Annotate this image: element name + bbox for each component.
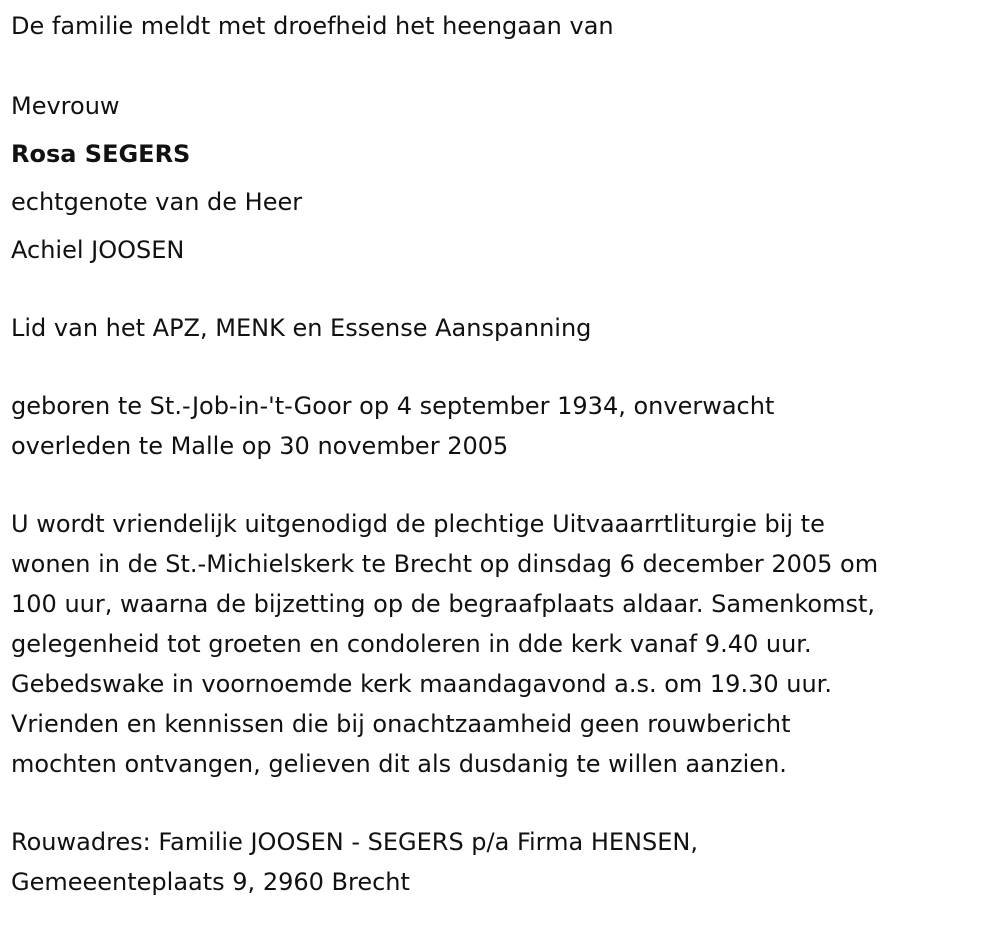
membership-text: Lid van het APZ, MENK en Essense Aanspanning	[11, 314, 592, 342]
spouse-name: Achiel JOOSEN	[11, 236, 185, 264]
address-block	[11, 822, 986, 902]
birth-death-block	[11, 386, 986, 466]
obituary-notice	[11, 6, 986, 902]
invitation-line: Gebedswake in voornoemde kerk maandagavond a.s. om 19.30 uur.	[11, 670, 832, 698]
intro-text: De familie meldt met droefheid het heengaan van	[11, 12, 614, 40]
invitation-line: mochten ontvangen, gelieven dit als dusdanig te willen aanzien.	[11, 750, 787, 778]
birth-line: geboren te St.-Job-in-'t-Goor op 4 september 1934, onverwacht	[11, 392, 775, 420]
invitation-line: 100 uur, waarna de bijzetting op de begraafplaats aldaar. Samenkomst,	[11, 590, 876, 618]
address-line: Gemeeenteplaats 9, 2960 Brecht	[11, 868, 410, 896]
salutation: Mevrouw	[11, 92, 120, 120]
deceased-name: Rosa SEGERS	[11, 140, 191, 168]
spouse-label: echtgenote van de Heer	[11, 188, 303, 216]
death-line: overleden te Malle op 30 november 2005	[11, 432, 509, 460]
invitation-line: Vrienden en kennissen die bij onachtzaamheid geen rouwbericht	[11, 710, 791, 738]
invitation-block	[11, 504, 986, 784]
address-line: Rouwadres: Familie JOOSEN - SEGERS p/a Firma HENSEN,	[11, 828, 698, 856]
invitation-line: gelegenheid tot groeten en condoleren in dde kerk vanaf 9.40 uur.	[11, 630, 812, 658]
deceased-block	[11, 86, 986, 270]
invitation-line: wonen in de St.-Michielskerk te Brecht op dinsdag 6 december 2005 om	[11, 550, 879, 578]
invitation-line: U wordt vriendelijk uitgenodigd de plechtige Uitvaaarrtliturgie bij te	[11, 510, 825, 538]
